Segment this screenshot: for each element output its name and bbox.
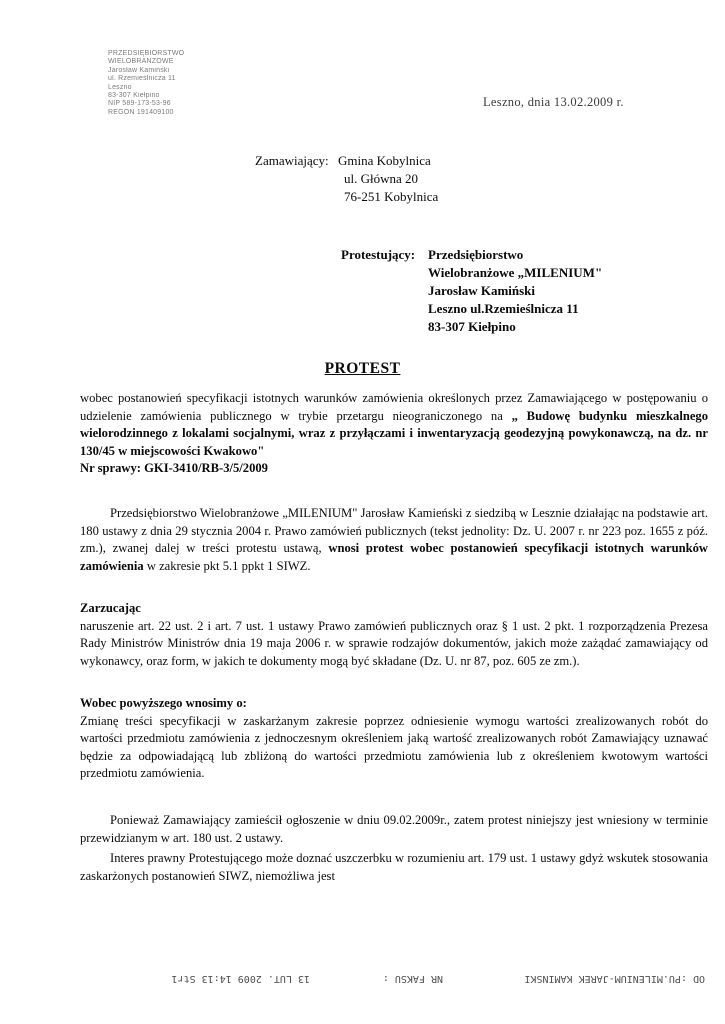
- protester-line: Wielobranżowe „MILENIUM": [428, 265, 603, 280]
- addressee-name: Gmina Kobylnica: [338, 153, 431, 168]
- protester-line: Leszno ul.Rzemieślnicza 11: [428, 301, 579, 316]
- protester-line: Jarosław Kamiński: [428, 283, 536, 298]
- addressee-street: ul. Główna 20: [344, 171, 419, 186]
- statement-text: Przedsiębiorstwo Wielobranżowe „MILENIUM" Jarosław Kamieński z siedzibą w Lesznie działając na podstawie art. 180 ustawy z dnia 29 stycznia 2004 r. Prawo zamówień publicznych (tekst jednolity: Dz. U. 2007 r. nr 223 poz. 1655 z póź. zm.), zwanej dalej w treści protestu ustawą,: [80, 506, 708, 556]
- statement-bold: wnosi protest wobec postanowień specyfikacji istotnych warunków zamówienia: [80, 541, 708, 573]
- subject-contract: „ Budowę budynku mieszkalnego wielorodzinnego z lokalami socjalnymi, wraz z przyłączami i inwentaryzacją geodezyjną powykonawczą, na dz. nr 130/45 w miejscowości Kwakowo": [80, 408, 709, 458]
- paragraph-protest-statement: [80, 505, 708, 575]
- stamp-line: WIELOBRANŻOWE: [108, 58, 174, 66]
- allegations-heading: Zarzucając: [80, 601, 141, 615]
- stamp-line: ul. Rzemieślnicza 11: [108, 75, 176, 83]
- stamp-line: Leszno: [108, 83, 132, 91]
- stamp-line: NIP 589-173-53-96: [108, 100, 171, 108]
- fax-datetime: 13 LUT. 2009 14:13 Str1: [171, 973, 310, 984]
- company-stamp: [108, 50, 218, 117]
- requests-text: Zmianę treści specyfikacji w zaskarżanym zakresie poprzez odniesienie wymogu wartości zrealizowanych robót do wartości przedmiotu zamówienia z jednoczesnym określeniem jaką wartość zrealizowanych robót Zamawiający uznawać będzie za odpowiadającą lub zbliżoną do wartości przedmiotu zamówienia lub z określeniem kwotowym wartości przedmiotu zamówienia.: [80, 713, 708, 781]
- addressee-city: 76-251 Kobylnica: [344, 189, 439, 204]
- fax-number: NR FAKSU :: [382, 973, 443, 984]
- protester-line: 83-307 Kiełpino: [428, 319, 516, 334]
- stamp-line: REGON 191409100: [108, 108, 174, 116]
- stamp-line: Jarosław Kamiński: [108, 66, 170, 74]
- addressee-label: Zamawiający:: [255, 153, 329, 168]
- requests-heading: Wobec powyższego wnosimy o:: [80, 696, 247, 710]
- deadline-text: Ponieważ Zamawiający zamieścił ogłoszenie w dniu 09.02.2009r., zatem protest niniejszy jest wniesiony w terminie przewidzianym w art. 180 ust. 2 ustawy.: [80, 813, 708, 845]
- stamp-line: PRZEDSIĘBIORSTWO: [108, 50, 185, 57]
- paragraph-subject: [80, 390, 708, 478]
- addressee-block: [255, 152, 438, 206]
- protester-block: [341, 246, 602, 336]
- protester-label: Protestujący:: [341, 247, 416, 262]
- paragraph-allegations: [80, 600, 708, 670]
- fax-sender: OD :PU.MILENIUM-JAREK KAMINSKI: [524, 973, 705, 984]
- legal-interest-text: Interes prawny Protestującego może doznać uszczerbku w rozumieniu art. 179 ust. 1 ustawy gdyż wskutek stosowania zaskarżonych postanowień SIWZ, niemożliwa jest: [80, 851, 708, 883]
- allegations-text: naruszenie art. 22 ust. 2 i art. 7 ust. 1 ustawy Prawo zamówień publicznych oraz § 1 ust. 2 pkt. 1 rozporządzenia Prezesa Rady Ministrów Ministrów dnia 19 maja 2006 r. w sprawie rodzajów dokumentów, jakich może zażądać zamawiający od wykonawcy, oraz form, w jakich te dokumenty mogą być składane (Dz. U. nr 87, poz. 605 ze zm.).: [80, 618, 708, 668]
- statement-scope: w zakresie pkt 5.1 ppkt 1 SIWZ.: [143, 558, 311, 573]
- document-title: PROTEST: [324, 360, 401, 377]
- fax-footer: [40, 970, 705, 984]
- subject-intro: wobec postanowień specyfikacji istotnych warunków zamówienia określonych przez Zamawiającego w postępowaniu o udzielenie zamówienia publicznego w trybie przetargu nieograniczonego na: [80, 391, 708, 423]
- stamp-line: 83-307 Kiełpino: [108, 92, 160, 100]
- paragraph-legal-interest: [80, 850, 708, 885]
- protester-line: Przedsiębiorstwo: [428, 247, 524, 262]
- paragraph-requests: [80, 695, 708, 783]
- paragraph-deadline: [80, 812, 708, 847]
- case-number: Nr sprawy: GKI-3410/RB-3/5/2009: [80, 461, 268, 476]
- place-and-date: Leszno, dnia 13.02.2009 r.: [483, 95, 624, 109]
